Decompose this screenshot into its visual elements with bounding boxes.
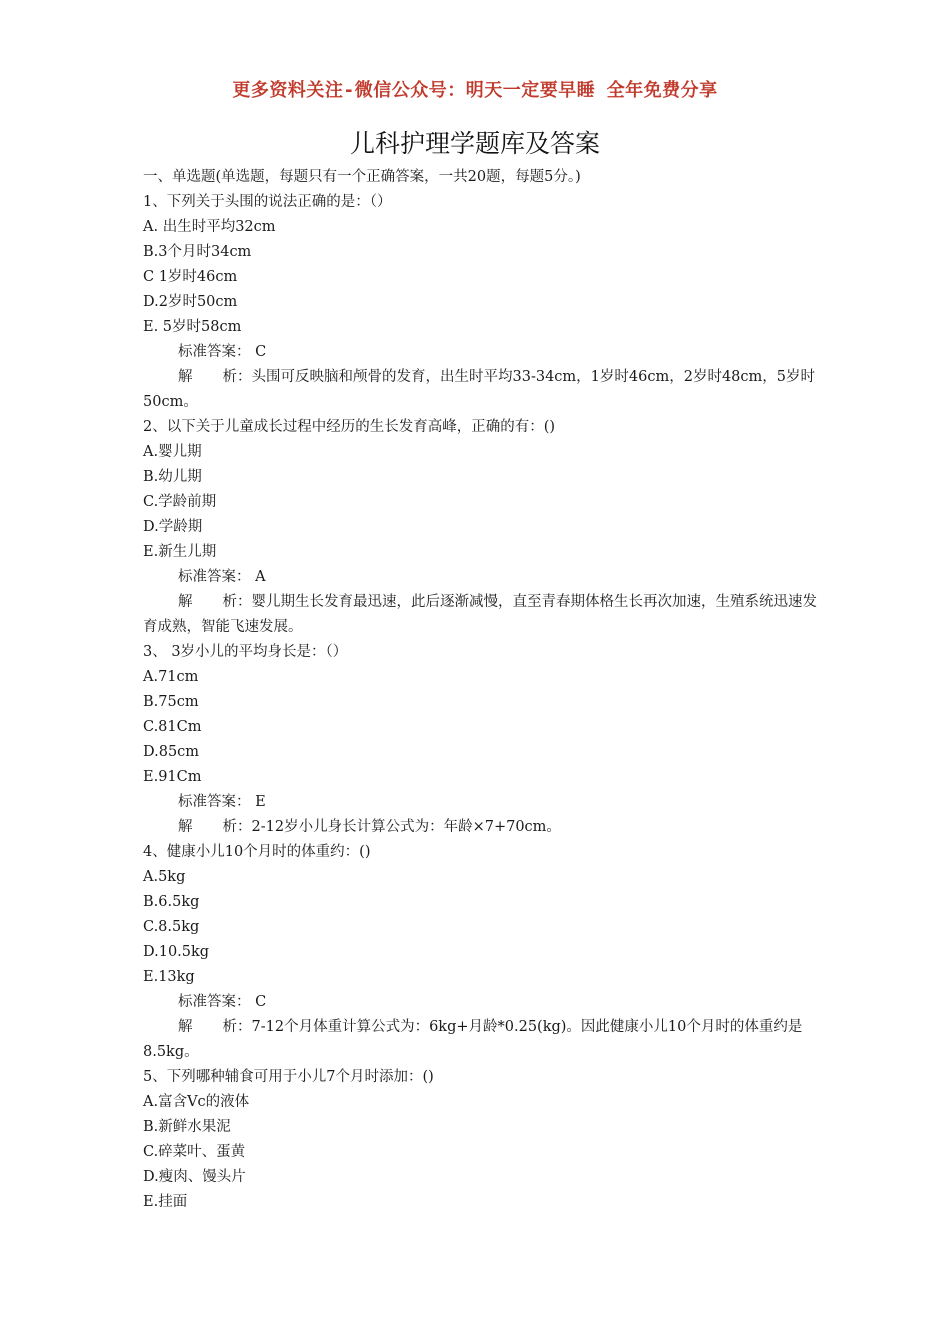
option-a: A. 出生时平均32cm: [143, 219, 276, 235]
option-b: B.3个月时34cm: [143, 244, 252, 260]
option-a: A.婴儿期: [143, 444, 202, 460]
option-d: D.学龄期: [143, 519, 203, 535]
option-e: E.13kg: [143, 969, 195, 985]
option-d: D.10.5kg: [143, 944, 210, 960]
option-d: D.2岁时50cm: [143, 294, 238, 310]
question-stem: 3、 3岁小儿的平均身长是：（）: [143, 644, 348, 660]
option-c: C.8.5kg: [143, 919, 200, 935]
option-b: B.新鲜水果泥: [143, 1119, 231, 1135]
standard-answer: 标准答案： E: [178, 794, 266, 810]
option-b: B.6.5kg: [143, 894, 200, 910]
section-header: 一、单选题(单选题，每题只有一个正确答案，一共20题，每题5分。): [143, 169, 581, 185]
question-stem: 5、下列哪种辅食可用于小儿7个月时添加：(): [143, 1069, 434, 1085]
promo-banner: 更多资料关注-微信公众号：明天一定要早睡 全年免费分享: [232, 80, 718, 101]
question-stem: 4、健康小儿10个月时的体重约：(): [143, 844, 371, 860]
option-d: D.瘦肉、馒头片: [143, 1169, 246, 1185]
analysis-label: 解: [178, 369, 193, 385]
question-stem: 1、下列关于头围的说法正确的是：（）: [143, 194, 392, 210]
option-a: A.富含Vc的液体: [143, 1094, 250, 1110]
page-title: 儿科护理学题库及答案: [349, 129, 600, 158]
analysis-label: 解: [178, 1019, 193, 1035]
analysis-text: 2-12岁小儿身长计算公式为：年龄×7+70cm。: [251, 819, 561, 835]
answer-analysis: [143, 365, 823, 415]
analysis-label: 解: [178, 819, 193, 835]
analysis-text: 7-12个月体重计算公式为：6kg+月龄*0.25(kg)。因此健康小儿10个月时的体重约是8.5kg。: [143, 1019, 803, 1060]
analysis-text: 婴儿期生长发育最迅速，此后逐渐减慢，直至青春期体格生长再次加速，生殖系统迅速发育成熟，智能飞速发展。: [143, 594, 817, 635]
option-a: A.5kg: [143, 869, 186, 885]
answer-analysis: [143, 590, 823, 640]
question-list: [143, 165, 823, 1215]
option-e: E. 5岁时58cm: [143, 319, 242, 335]
analysis-label: 解: [178, 594, 193, 610]
answer-analysis: [143, 1015, 823, 1065]
analysis-label: 析：: [222, 369, 252, 385]
option-e: E.新生儿期: [143, 544, 217, 560]
answer-analysis: [143, 815, 823, 840]
option-b: B.75cm: [143, 694, 199, 710]
option-e: E.91Cm: [143, 769, 202, 785]
standard-answer: 标准答案： A: [178, 569, 266, 585]
option-c: C 1岁时46cm: [143, 269, 238, 285]
option-c: C.81Cm: [143, 719, 202, 735]
option-a: A.71cm: [143, 669, 199, 685]
option-e: E.挂面: [143, 1194, 188, 1210]
option-c: C.碎菜叶、蛋黄: [143, 1144, 246, 1160]
analysis-label: 析：: [222, 1019, 252, 1035]
analysis-label: 析：: [222, 594, 252, 610]
analysis-text: 头围可反映脑和颅骨的发育，出生时平均33-34cm，1岁时46cm，2岁时48cm，5岁时50cm。: [143, 369, 815, 410]
standard-answer: 标准答案： C: [178, 344, 267, 360]
option-c: C.学龄前期: [143, 494, 217, 510]
analysis-label: 析：: [222, 819, 252, 835]
question-stem: 2、以下关于儿童成长过程中经历的生长发育高峰，正确的有：(): [143, 419, 556, 435]
option-d: D.85cm: [143, 744, 200, 760]
standard-answer: 标准答案： C: [178, 994, 267, 1010]
option-b: B.幼儿期: [143, 469, 202, 485]
